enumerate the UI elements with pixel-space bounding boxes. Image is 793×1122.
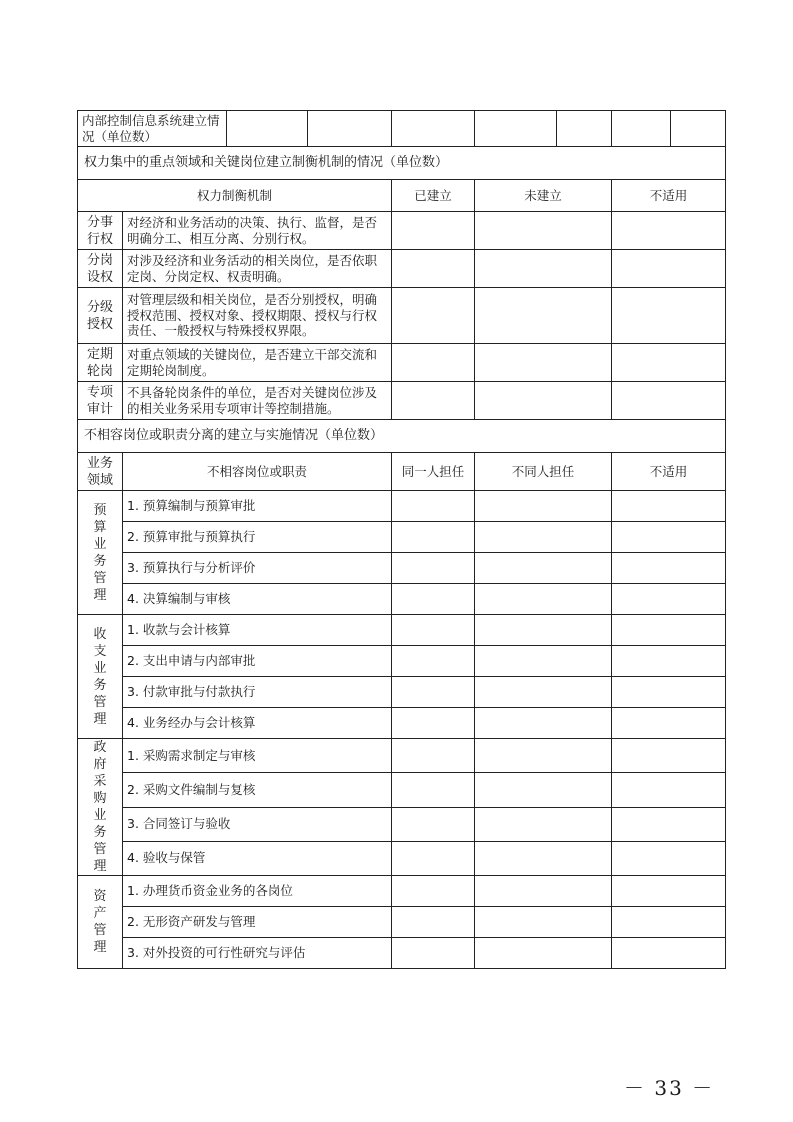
mechanism-desc: 对重点领域的关键岗位，是否建立干部交流和定期轮岗制度。 [123, 344, 392, 382]
section1-header-row [78, 180, 726, 212]
duty-item: 1. 办理货币资金业务的各岗位 [123, 876, 392, 907]
header-not-applicable: 不适用 [612, 180, 726, 212]
section1-title: 权力集中的重点领域和关键岗位建立制衡机制的情况（单位数） [78, 147, 726, 180]
section2-title: 不相容岗位或职责分离的建立与实施情况（单位数） [78, 420, 726, 453]
not-established-cell [475, 344, 612, 382]
duty-item: 3. 预算执行与分析评价 [123, 553, 392, 584]
diff-person-cell [475, 807, 612, 841]
header-domain: 业务领域 [78, 453, 123, 491]
duty-item: 1. 采购需求制定与审核 [123, 739, 392, 773]
diff-person-cell [475, 646, 612, 677]
duty-item: 3. 付款审批与付款执行 [123, 677, 392, 708]
not-applicable-cell [612, 382, 726, 420]
section2-header-row [78, 453, 726, 491]
mechanism-row [78, 250, 726, 288]
not-applicable-cell-2 [612, 907, 726, 938]
info-table [77, 110, 726, 969]
duty-item: 4. 决算编制与审核 [123, 584, 392, 615]
not-established-cell [475, 288, 612, 344]
mechanism-row [78, 212, 726, 250]
established-cell [392, 250, 475, 288]
not-applicable-cell [612, 250, 726, 288]
not-applicable-cell-2 [612, 522, 726, 553]
not-applicable-cell-2 [612, 876, 726, 907]
duty-row [78, 553, 726, 584]
not-applicable-cell [612, 344, 726, 382]
diff-person-cell [475, 876, 612, 907]
document-table-container [77, 110, 725, 969]
not-applicable-cell-2 [612, 708, 726, 739]
section2-title-row [78, 420, 726, 453]
same-person-cell [392, 739, 475, 773]
same-person-cell [392, 615, 475, 646]
duty-row [78, 907, 726, 938]
empty-cell [475, 111, 557, 147]
diff-person-cell [475, 553, 612, 584]
duty-item: 2. 支出申请与内部审批 [123, 646, 392, 677]
duty-row [78, 615, 726, 646]
header-mechanism: 权力制衡机制 [78, 180, 392, 212]
same-person-cell [392, 807, 475, 841]
not-applicable-cell-2 [612, 773, 726, 807]
duty-item: 3. 合同签订与验收 [123, 807, 392, 841]
established-cell [392, 344, 475, 382]
mechanism-desc: 对经济和业务活动的决策、执行、监督，是否明确分工、相互分离、分别行权。 [123, 212, 392, 250]
duty-row [78, 773, 726, 807]
duty-row [78, 491, 726, 522]
empty-cell [227, 111, 308, 147]
not-applicable-cell-2 [612, 807, 726, 841]
mechanism-desc: 不具备轮岗条件的单位，是否对关键岗位涉及的相关业务采用专项审计等控制措施。 [123, 382, 392, 420]
empty-cell [308, 111, 392, 147]
diff-person-cell [475, 615, 612, 646]
diff-person-cell [475, 841, 612, 875]
diff-person-cell [475, 522, 612, 553]
duty-row [78, 876, 726, 907]
established-cell [392, 288, 475, 344]
not-applicable-cell-2 [612, 739, 726, 773]
duty-row [78, 938, 726, 969]
not-applicable-cell-2 [612, 584, 726, 615]
empty-cell [612, 111, 671, 147]
duty-row [78, 708, 726, 739]
mechanism-row [78, 288, 726, 344]
duty-item: 3. 对外投资的可行性研究与评估 [123, 938, 392, 969]
header-not-applicable-2: 不适用 [612, 453, 726, 491]
diff-person-cell [475, 773, 612, 807]
diff-person-cell [475, 907, 612, 938]
empty-cell [392, 111, 475, 147]
same-person-cell [392, 708, 475, 739]
diff-person-cell [475, 739, 612, 773]
duty-row [78, 841, 726, 875]
mechanism-name: 分岗设权 [78, 250, 123, 288]
not-established-cell [475, 212, 612, 250]
empty-cell [671, 111, 726, 147]
domain-name: 政府采购业务管理 [78, 739, 123, 876]
duty-row [78, 646, 726, 677]
duty-item: 1. 预算编制与预算审批 [123, 491, 392, 522]
same-person-cell [392, 938, 475, 969]
duty-row [78, 807, 726, 841]
same-person-cell [392, 522, 475, 553]
not-applicable-cell-2 [612, 491, 726, 522]
not-applicable-cell-2 [612, 646, 726, 677]
diff-person-cell [475, 584, 612, 615]
same-person-cell [392, 646, 475, 677]
domain-name: 收支业务管理 [78, 615, 123, 739]
mechanism-name: 定期轮岗 [78, 344, 123, 382]
page-number: － 33 － [624, 1076, 715, 1100]
duty-row [78, 522, 726, 553]
mechanism-name: 分事行权 [78, 212, 123, 250]
same-person-cell [392, 491, 475, 522]
section1-title-row [78, 147, 726, 180]
diff-person-cell [475, 708, 612, 739]
same-person-cell [392, 677, 475, 708]
not-applicable-cell-2 [612, 553, 726, 584]
same-person-cell [392, 773, 475, 807]
domain-name: 预算业务管理 [78, 491, 123, 615]
not-applicable-cell [612, 212, 726, 250]
same-person-cell [392, 876, 475, 907]
same-person-cell [392, 841, 475, 875]
header-duties: 不相容岗位或职责 [123, 453, 392, 491]
duty-item: 2. 无形资产研发与管理 [123, 907, 392, 938]
diff-person-cell [475, 491, 612, 522]
duty-item: 2. 采购文件编制与复核 [123, 773, 392, 807]
header-not-established: 未建立 [475, 180, 612, 212]
established-cell [392, 382, 475, 420]
established-cell [392, 212, 475, 250]
not-applicable-cell-2 [612, 938, 726, 969]
domain-name: 资产管理 [78, 876, 123, 969]
mechanism-desc: 对管理层级和相关岗位，是否分别授权，明确授权范围、授权对象、授权期限、授权与行权责任、一般授权与特殊授权界限。 [123, 288, 392, 344]
top-info-row [78, 111, 726, 147]
header-diff-person: 不同人担任 [475, 453, 612, 491]
same-person-cell [392, 553, 475, 584]
not-applicable-cell-2 [612, 677, 726, 708]
not-established-cell [475, 382, 612, 420]
header-established: 已建立 [392, 180, 475, 212]
duty-item: 4. 验收与保管 [123, 841, 392, 875]
duty-item: 1. 收款与会计核算 [123, 615, 392, 646]
diff-person-cell [475, 677, 612, 708]
mechanism-name: 分级授权 [78, 288, 123, 344]
info-system-label: 内部控制信息系统建立情况（单位数） [78, 111, 227, 147]
same-person-cell [392, 584, 475, 615]
mechanism-row [78, 344, 726, 382]
mechanism-desc: 对涉及经济和业务活动的相关岗位，是否依职定岗、分岗定权、权责明确。 [123, 250, 392, 288]
mechanism-name: 专项审计 [78, 382, 123, 420]
not-applicable-cell-2 [612, 615, 726, 646]
mechanism-row [78, 382, 726, 420]
not-established-cell [475, 250, 612, 288]
duty-item: 4. 业务经办与会计核算 [123, 708, 392, 739]
same-person-cell [392, 907, 475, 938]
not-applicable-cell [612, 288, 726, 344]
duty-row [78, 584, 726, 615]
diff-person-cell [475, 938, 612, 969]
duty-row [78, 677, 726, 708]
header-same-person: 同一人担任 [392, 453, 475, 491]
not-applicable-cell-2 [612, 841, 726, 875]
empty-cell [557, 111, 612, 147]
duty-row [78, 739, 726, 773]
duty-item: 2. 预算审批与预算执行 [123, 522, 392, 553]
